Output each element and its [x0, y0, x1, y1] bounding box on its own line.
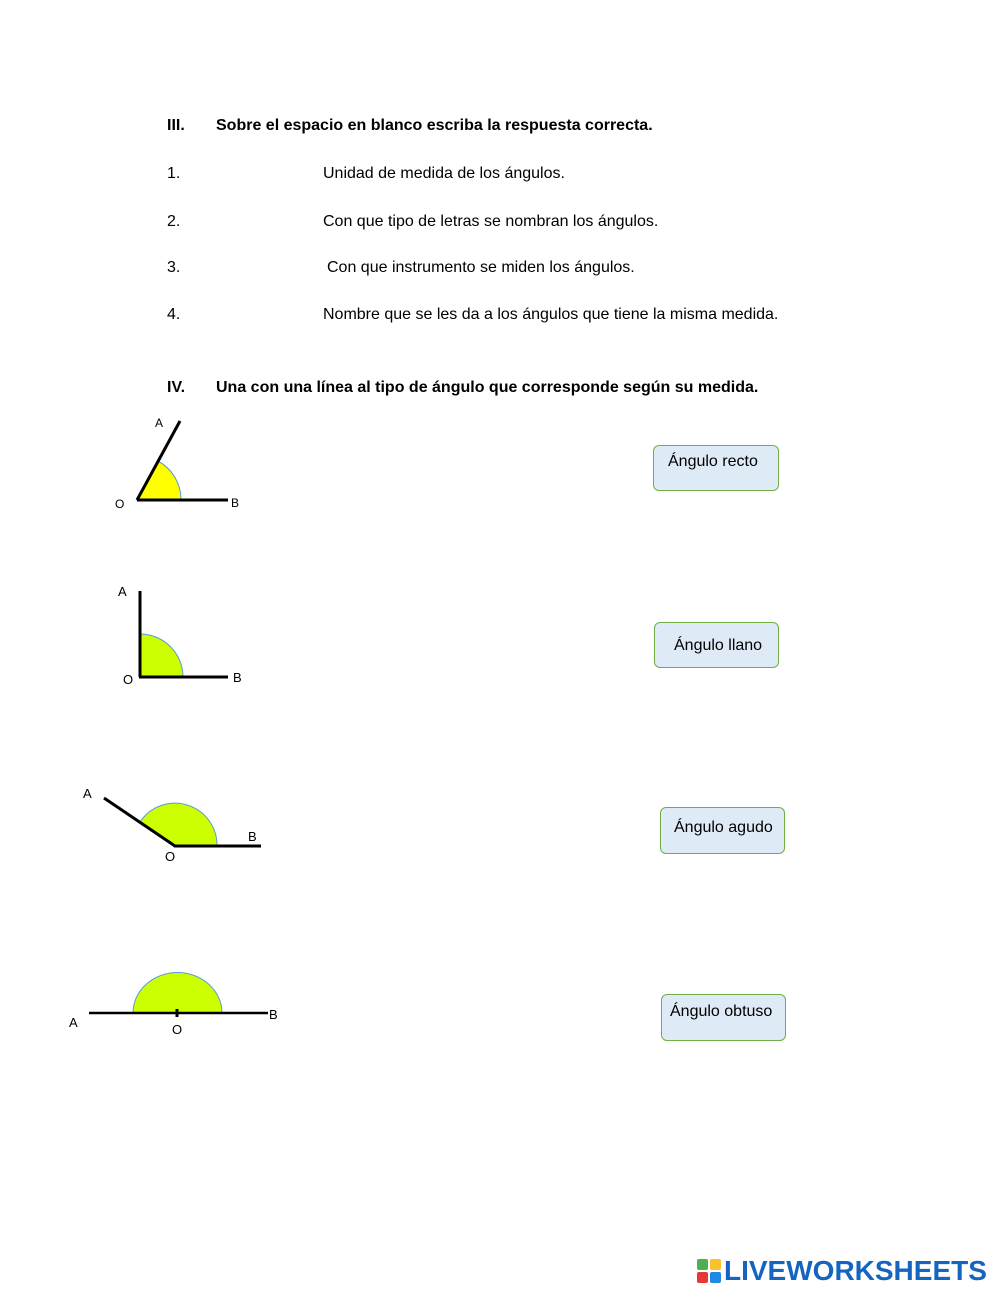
question-3-text: Con que instrumento se miden los ángulos. [327, 259, 635, 276]
liveworksheets-brand: LIVEWORKSHEETS [724, 1255, 987, 1286]
liveworksheets-logo-icon [697, 1259, 721, 1283]
acute-label-a: A [155, 416, 164, 430]
option-angulo-recto-label: Ángulo recto [668, 453, 758, 470]
question-2-text: Con que tipo de letras se nombran los ángulos. [323, 213, 659, 230]
section4-title: Una con una línea al tipo de ángulo que corresponde según su medida. [216, 379, 759, 396]
straight-label-o: O [172, 1022, 183, 1037]
section3-title: Sobre el espacio en blanco escriba la respuesta correcta. [216, 117, 653, 134]
right-label-a: A [118, 584, 127, 599]
question-3-number: 3. [167, 259, 181, 276]
liveworksheets-logo [697, 1255, 987, 1287]
straight-label-a: A [69, 1015, 78, 1030]
section4-number: IV. [167, 379, 186, 396]
diagram-right[interactable] [118, 584, 242, 687]
acute-arc [137, 461, 181, 500]
option-angulo-llano[interactable] [654, 622, 779, 668]
acute-label-b: B [231, 496, 240, 510]
acute-label-o: O [115, 497, 125, 511]
question-1-text: Unidad de medida de los ángulos. [323, 165, 565, 182]
option-angulo-llano-label: Ángulo llano [674, 637, 763, 654]
obtuse-label-o: O [165, 849, 176, 864]
right-label-b: B [233, 670, 242, 685]
question-2-number: 2. [167, 213, 181, 230]
option-angulo-agudo-label: Ángulo agudo [674, 819, 773, 836]
section3-number: III. [167, 117, 185, 134]
obtuse-arc [140, 803, 217, 846]
straight-label-b: B [269, 1007, 278, 1022]
question-4-number: 4. [167, 306, 181, 323]
diagram-straight[interactable] [69, 973, 278, 1037]
obtuse-label-a: A [83, 786, 92, 801]
obtuse-label-b: B [248, 829, 257, 844]
option-angulo-obtuso[interactable] [661, 994, 786, 1041]
straight-arc [133, 973, 222, 1013]
right-arc [140, 634, 183, 677]
question-1-number: 1. [167, 165, 181, 182]
option-angulo-recto[interactable] [653, 445, 779, 491]
diagram-obtuse[interactable] [83, 786, 261, 864]
diagram-acute[interactable] [115, 416, 239, 511]
option-angulo-obtuso-label: Ángulo obtuso [670, 1003, 773, 1020]
question-4-text: Nombre que se les da a los ángulos que tiene la misma medida. [323, 306, 779, 323]
option-angulo-agudo[interactable] [660, 807, 785, 854]
right-label-o: O [123, 672, 134, 687]
